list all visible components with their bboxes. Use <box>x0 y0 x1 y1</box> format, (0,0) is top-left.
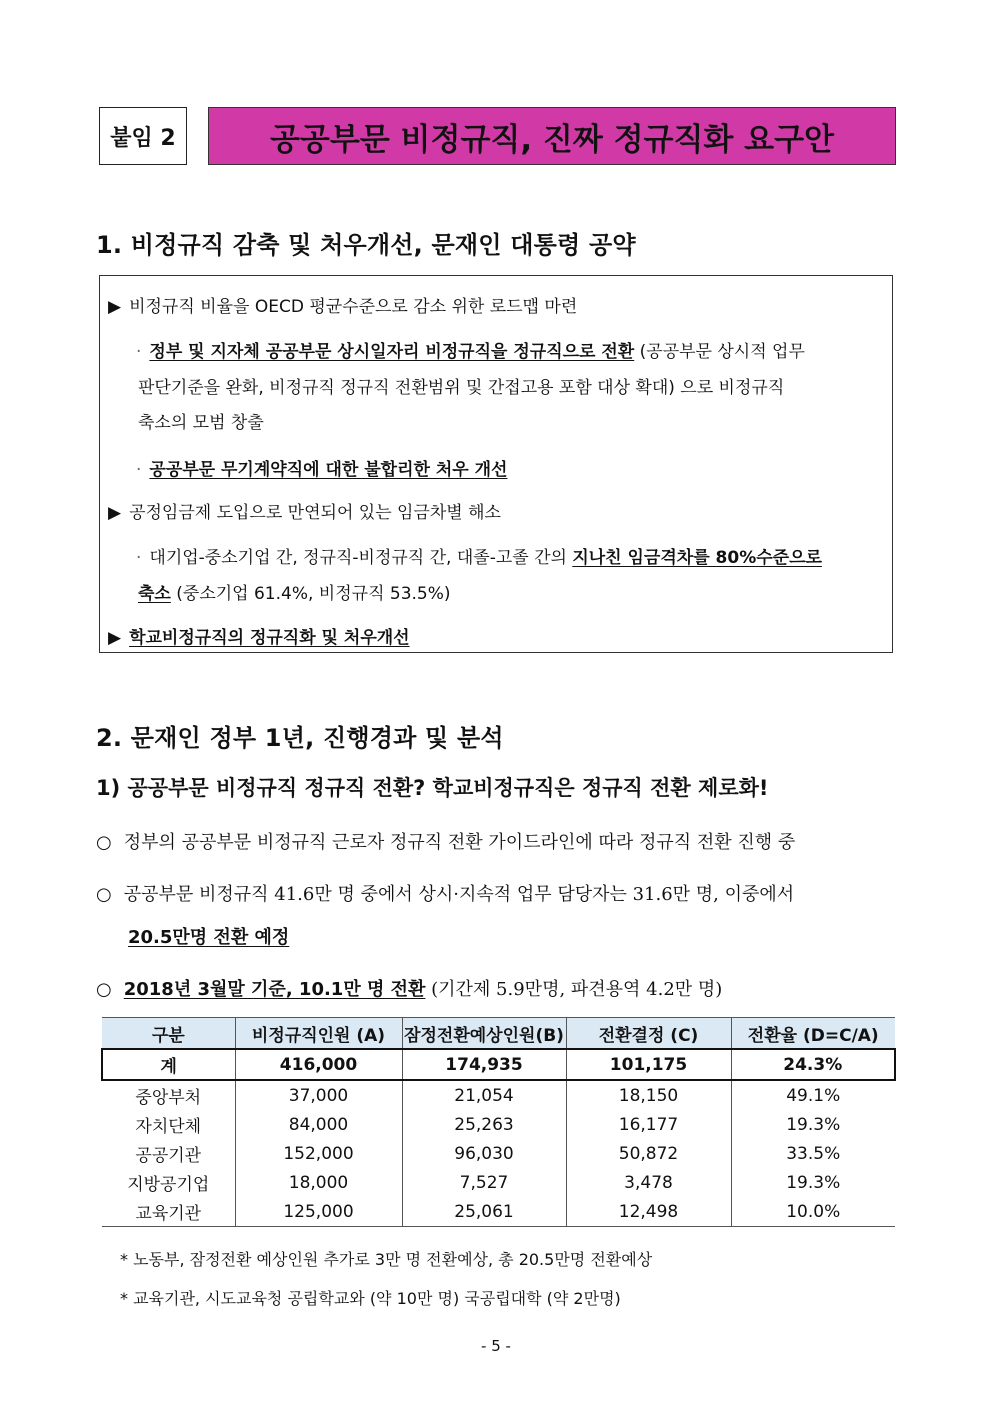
table-cell: 교육기관 <box>102 1197 235 1227</box>
table-cell: 중앙부처 <box>135 1088 202 1108</box>
pledge-item-roadmap: ▶ 비정규직 비율을 OECD 평균수준으로 감소 위한 로드맵 마련 <box>108 297 578 317</box>
pledge-subitem-conversion-line3: 축소의 모범 창출 <box>138 413 264 433</box>
table-cell: 25,263 <box>402 1110 566 1139</box>
circle-bullet-icon: ○ <box>96 979 112 1000</box>
table-cell: 50,872 <box>566 1139 731 1168</box>
table-cell: 152,000 <box>235 1139 402 1168</box>
footnote-education: * 교육기관, 시도교육청 공립학교와 (약 10만 명) 국공립대학 (약 2만명) <box>120 1289 621 1308</box>
circle-bullet-icon: ○ <box>96 884 112 905</box>
pledge-item-school: ▶ 학교비정규직의 정규직화 및 처우개선 <box>108 628 410 648</box>
triangle-bullet-icon: ▶ <box>108 628 122 648</box>
table-cell: 19.3% <box>731 1110 895 1139</box>
table-cell: 7,527 <box>402 1168 566 1197</box>
pledge-subitem-wage-gap: · 대기업-중소기업 간, 정규직-비정규직 간, 대졸-고졸 간의 지나친 임금격차를 80%수준으로 <box>136 548 822 568</box>
bullet-march-status: ○ 2018년 3월말 기준, 10.1만 명 전환 (기간제 5.9만명, 파견용역 4.2만 명) <box>96 979 723 1000</box>
circle-bullet-icon: ○ <box>96 832 112 853</box>
table-cell: 자치단체 <box>135 1117 202 1137</box>
table-cell: 공공기관 <box>135 1146 202 1166</box>
table-cell: 174,935 <box>402 1049 566 1080</box>
table-cell: 18,150 <box>566 1080 731 1110</box>
table-cell: 96,030 <box>402 1139 566 1168</box>
table-header: 전환율 (D=C/A) <box>731 1018 895 1050</box>
table-header: 비정규직인원 (A) <box>235 1018 402 1050</box>
bullet-total-count: ○ 공공부문 비정규직 41.6만 명 중에서 상시·지속적 업무 담당자는 31.6만 명, 이중에서 <box>96 884 795 905</box>
table-cell: 49.1% <box>731 1080 895 1110</box>
attachment-tag: 붙임 2 <box>99 107 187 165</box>
table-cell: 101,175 <box>566 1049 731 1080</box>
triangle-bullet-icon: ▶ <box>108 503 122 523</box>
table-header: 구분 <box>102 1018 235 1050</box>
table-cell: 12,498 <box>566 1197 731 1227</box>
bullet-total-count-line2: 20.5만명 전환 예정 <box>128 927 290 948</box>
table-cell: 16,177 <box>566 1110 731 1139</box>
section2-heading: 2. 문재인 정부 1년, 진행경과 및 분석 <box>96 724 504 752</box>
table-cell: 10.0% <box>731 1197 895 1227</box>
table-cell: 84,000 <box>235 1110 402 1139</box>
table-cell: 계 <box>102 1049 235 1080</box>
document-title: 공공부문 비정규직, 진짜 정규직화 요구안 <box>208 107 896 165</box>
table-cell: 125,000 <box>235 1197 402 1227</box>
section1-heading: 1. 비정규직 감축 및 처우개선, 문재인 대통령 공약 <box>96 231 636 259</box>
pledge-subitem-wage-gap-line2: 축소 (중소기업 61.4%, 비정규직 53.5%) <box>138 584 451 604</box>
table-cell: 3,478 <box>566 1168 731 1197</box>
table-header-row <box>102 1018 895 1050</box>
table-total-row <box>102 1049 895 1080</box>
pledge-subitem-conversion-line2: 판단기준을 완화, 비정규직 정규직 전환범위 및 간접고용 포함 대상 확대) 으로 비정규직 <box>138 378 785 398</box>
table-row <box>102 1080 895 1110</box>
table-cell: 지방공기업 <box>127 1175 210 1195</box>
section2-subheading: 1) 공공부문 비정규직 정규직 전환? 학교비정규직은 정규직 전환 제로화! <box>96 776 769 800</box>
table-row <box>102 1139 895 1168</box>
page-number: - 5 - <box>481 1337 511 1355</box>
bullet-guideline: ○ 정부의 공공부문 비정규직 근로자 정규직 전환 가이드라인에 따라 정규직 전환 진행 중 <box>96 832 796 853</box>
pledge-box <box>99 275 893 653</box>
table-header: 잠정전환예상인원(B) <box>402 1018 566 1050</box>
table-cell: 24.3% <box>731 1049 895 1080</box>
table-cell: 25,061 <box>402 1197 566 1227</box>
table-cell: 21,054 <box>402 1080 566 1110</box>
table-row <box>102 1110 895 1139</box>
table-cell: 19.3% <box>731 1168 895 1197</box>
pledge-item-fair-wage: ▶ 공정임금제 도입으로 만연되어 있는 임금차별 해소 <box>108 503 501 523</box>
table-header: 전환결정 (C) <box>566 1018 731 1050</box>
table-row <box>102 1197 895 1227</box>
table-cell: 33.5% <box>731 1139 895 1168</box>
table-cell: 37,000 <box>235 1080 402 1110</box>
table-cell: 416,000 <box>235 1049 402 1080</box>
conversion-table <box>101 1017 896 1227</box>
pledge-subitem-conversion: · 정부 및 지자체 공공부문 상시일자리 비정규직을 정규직으로 전환 (공공부문 상시적 업무 <box>136 342 805 362</box>
triangle-bullet-icon: ▶ <box>108 297 122 317</box>
table-cell: 18,000 <box>235 1168 402 1197</box>
table-row <box>102 1168 895 1197</box>
footnote-labor-ministry: * 노동부, 잠정전환 예상인원 추가로 3만 명 전환예상, 총 20.5만명 전환예상 <box>120 1250 653 1269</box>
pledge-subitem-contract: · 공공부문 무기계약직에 대한 불합리한 처우 개선 <box>136 460 508 480</box>
